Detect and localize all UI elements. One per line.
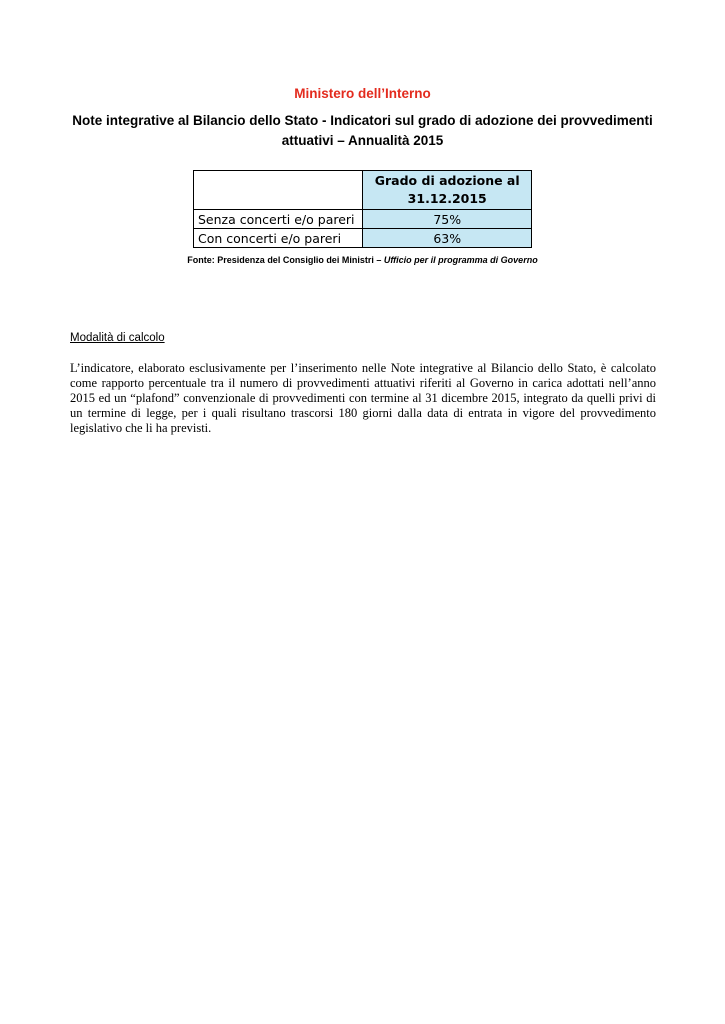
table-row [194, 210, 532, 229]
source-note [0, 255, 725, 265]
table-row [194, 229, 532, 248]
row-label-senza-concerti: Senza concerti e/o pareri [194, 210, 363, 229]
method-heading: Modalità di calcolo [70, 332, 165, 344]
adoption-column-header: Grado di adozione al 31.12.2015 [363, 171, 532, 210]
table-header-row [194, 171, 532, 210]
source-office: Ufficio per il programma di Governo [383, 255, 538, 265]
adoption-table [193, 170, 532, 248]
table-corner-cell [194, 171, 363, 210]
method-paragraph: L’indicatore, elaborato esclusivamente per l’inserimento nelle Note integrative al Bilancio dello Stato, è calcolato come rapporto percentuale tra il numero di provvedimenti attuativi riferiti al Governo in carica adottati nell’anno 2015 ed un “plafond” convenzionale di provvedimenti con termine al 31 dicembre 2015, integrato da quelli privi di un termine di legge, per i quali risultano trascorsi 180 giorni dalla data di entrata in vigore del provvedimento legislativo che li ha previsti. [70, 361, 656, 435]
document-title: Note integrative al Bilancio dello Stato - Indicatori sul grado di adozione dei provvedimenti attuativi – Annualità 2015 [72, 113, 653, 148]
row-label-con-concerti: Con concerti e/o pareri [194, 229, 363, 248]
row-value-senza-concerti: 75% [363, 210, 532, 229]
source-prefix: Fonte: Presidenza del Consiglio dei Ministri – [187, 255, 384, 265]
row-value-con-concerti: 63% [363, 229, 532, 248]
ministry-name: Ministero dell’Interno [294, 86, 431, 101]
